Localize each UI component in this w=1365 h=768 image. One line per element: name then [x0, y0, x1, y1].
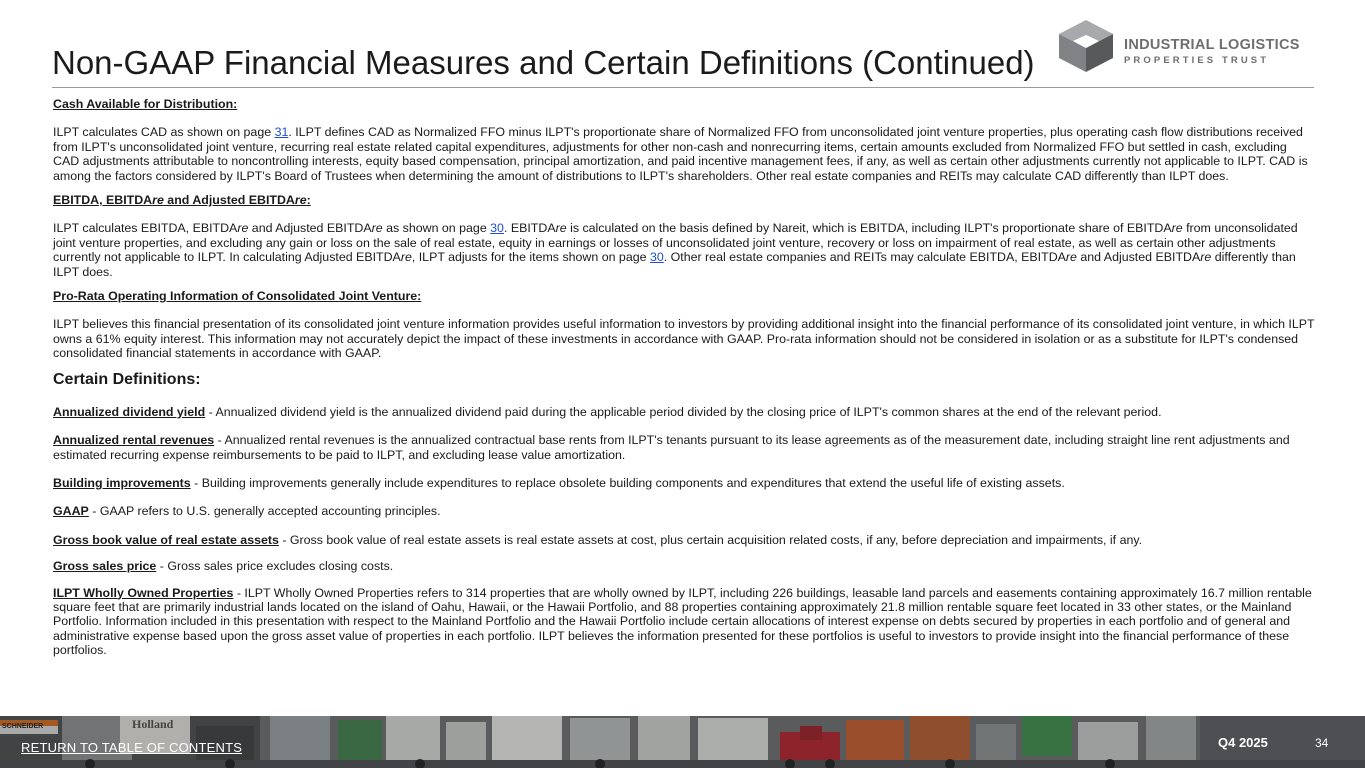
company-logo — [1055, 18, 1325, 74]
truck-sign-holland: Holland — [132, 717, 174, 731]
logo-name-line1: INDUSTRIAL LOGISTICS — [1124, 37, 1300, 53]
definition-item: GAAP - GAAP refers to U.S. generally accepted accounting principles. — [53, 504, 441, 519]
definition-item: ILPT Wholly Owned Properties - ILPT Wholly Owned Properties refers to 314 properties that are wholly owned by ILPT, including 226 buildings, leasable land parcels and easements containing approximately 16.7 million rentable square feet that are primarily industrial lands located on the island of Oahu, Hawaii, or the Hawaii Portfolio, and 88 properties containing approximately 21.8 million rentable square feet located in 33 other states, or the Mainland Portfolio. Information included in this presentation with respect to the Mainland Portfolio and the Hawaii Portfolio include certain allocations of interest expense on debts secured by properties in each portfolio and of general and administrative expense based upon the gross asset value of properties in each portfolio. ILPT believes the information presented for these portfolios is useful to investors to provide insight into the financial performance of these portfolios. — [53, 585, 1312, 658]
definition-item: Gross sales price - Gross sales price excludes closing costs. — [53, 559, 394, 574]
cad-heading: Cash Available for Distribution: — [53, 97, 238, 111]
logo-name-line2: PROPERTIES TRUST — [1124, 55, 1270, 66]
prorata-heading: Pro-Rata Operating Information of Consolidated Joint Venture: — [53, 289, 422, 304]
ebitda-heading: EBITDA, EBITDAre and Adjusted EBITDAre: — [53, 193, 311, 208]
definition-item: Gross book value of real estate assets - Gross book value of real estate assets is real estate assets at cost, plus certain acquisition related costs, if any, before depreciation and impairments, if any. — [53, 532, 1143, 547]
return-to-toc-link[interactable]: RETURN TO TABLE OF CONTENTS — [21, 740, 243, 755]
page-content — [53, 97, 1315, 658]
page-number: 34 — [1315, 736, 1329, 750]
page-30-link-2[interactable]: 30 — [649, 250, 664, 265]
definition-item: Annualized dividend yield - Annualized dividend yield is the annualized dividend paid during the applicable period divided by the closing price of ILPT's common shares at the end of the relevant period. — [53, 404, 1162, 419]
page-30-link[interactable]: 30 — [490, 221, 504, 236]
page-title: Non-GAAP Financial Measures and Certain Definitions (Continued) — [52, 44, 1035, 81]
ebitda-paragraph: ILPT calculates EBITDA, EBITDAre and Adjusted EBITDAre as shown on page 30. EBITDAre is calculated on the basis defined by Nareit, which is EBITDA, including ILPT's proportionate share of EBITDAre from unconsolidated joint venture properties, and excluding any gain or loss on the sale of real estate, equity in earnings or losses of unconsolidated joint venture, recovery or loss on impairment of real estate, as well as certain other adjustments currently not applicable to ILPT. In calculating Adjusted EBITDAre, ILPT adjusts for the items shown on page 30. Other real estate companies and REITs may calculate EBITDA, EBITDAre and Adjusted EBITDAre differently than ILPT does. — [53, 221, 1298, 279]
title-divider — [52, 87, 1314, 88]
definitions-heading: Certain Definitions: — [53, 370, 201, 388]
definition-item: Building improvements - Building improvements generally include expenditures to replace obsolete building components and expenditures that extend the useful life of existing assets. — [53, 475, 1065, 490]
cad-paragraph: ILPT calculates CAD as shown on page 31. ILPT defines CAD as Normalized FFO minus ILPT's proportionate share of Normalized FFO from unconsolidated joint venture properties, plus operating cash flow distributions received from ILPT's unconsolidated joint venture, recurring real estate related capital expenditures, adjustments for other non-cash and nonrecurring items, certain amounts excluded from Normalized FFO but settled in cash, excluding CAD adjustments attributable to noncontrolling interests, equity based compensation, principal amortization, and paid incentive management fees, if any, as well as certain other adjustments currently not applicable to ILPT. CAD is among the factors considered by ILPT's Board of Trustees when determining the amount of distributions to ILPT's shareholders. Other real estate companies and REITs may calculate CAD differently than ILPT does. — [53, 125, 1308, 183]
definition-item: Annualized rental revenues - Annualized rental revenues is the annualized contractual base rents from ILPT's tenants pursuant to its lease agreements as of the measurement date, including straight line rent adjustments and estimated recurring expense reimbursements to be paid to ILPT, and excluding lease value amortization. — [53, 433, 1290, 462]
footer-banner — [0, 716, 1365, 768]
prorata-paragraph: ILPT believes this financial presentation of its consolidated joint venture information provides useful information to investors by providing additional insight into the financial performance of its consolidated joint venture, in which ILPT owns a 61% equity interest. This information may not accurately depict the impact of these investments in accordance with GAAP. Pro-rata information should not be considered in isolation or as a substitute for ILPT's condensed consolidated financial statements in accordance with GAAP. — [53, 317, 1315, 361]
page-31-link[interactable]: 31 — [274, 125, 289, 140]
cube-logo-icon — [1055, 18, 1117, 74]
quarter-label: Q4 2025 — [1218, 735, 1268, 750]
truck-sign-schneider: SCHNEIDER — [2, 723, 44, 730]
